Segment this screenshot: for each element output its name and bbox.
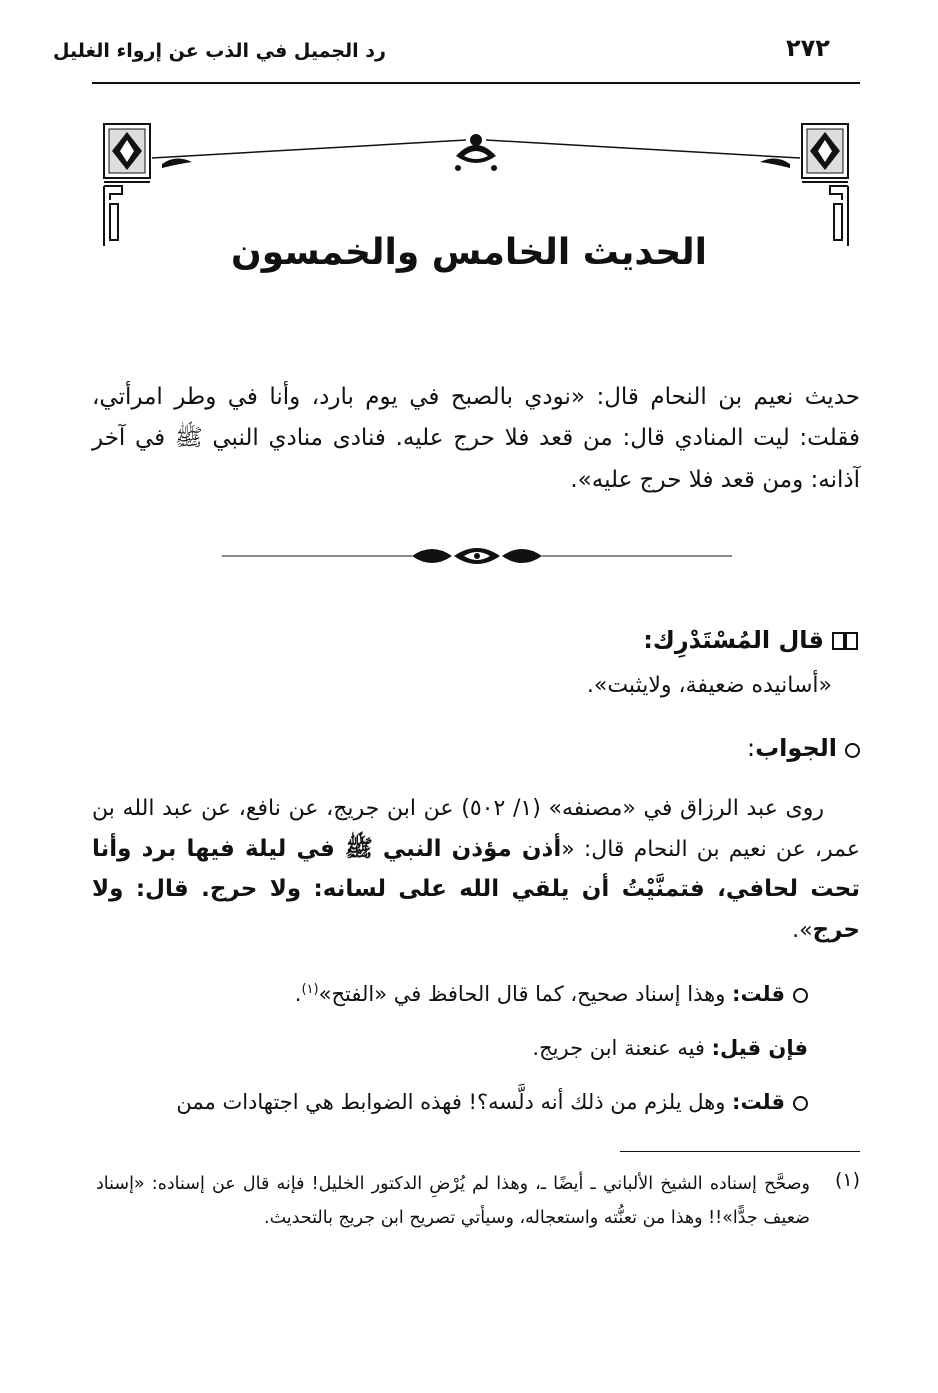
- header-rule: [92, 82, 860, 84]
- note-end: .: [294, 982, 302, 1006]
- answer-heading-label: الجواب: [755, 734, 837, 762]
- answer-paragraph: [92, 790, 860, 950]
- note-label: قلت:: [732, 982, 785, 1006]
- note-text: فيه عنعنة ابن جريج.: [532, 1036, 712, 1060]
- chapter-title: الحديث الخامس والخمسون: [230, 232, 708, 273]
- answer-heading-colon: :: [746, 734, 756, 762]
- answer-text-quote: أذن مؤذن النبي ﷺ في ليلة فيها برد وأنا تحت لحافي، فتمنَّيْتُ أن يلقي الله على لسانه: ولا حرج. قال: ولا حرج: [92, 835, 860, 943]
- corner-ornament-icon: [104, 124, 150, 246]
- note-text: وهذا إسناد صحيح، كما قال الحافظ في «الفتح»: [318, 982, 733, 1006]
- circle-bullet-icon: [845, 743, 860, 758]
- note-objection: [532, 1036, 808, 1060]
- note-qultu-1: [295, 982, 808, 1006]
- footnote-text: وصحَّح إسناده الشيخ الألباني ـ أيضًا ـ، وهذا لم يُرْضِ الدكتور الخليل! فإنه قال عن إسناده: «إسناد ضعيف جدًّا»!! وهذا من تعنُّته واستعجاله، وسيأتي تصريح ابن جريج بالتحديث.: [96, 1174, 810, 1229]
- hadith-text: حديث نعيم بن النحام قال: «نودي بالصبح في يوم بارد، وأنا في وطر امرأتي، فقلت: ليت المنادي قال: من قعد فلا حرج عليه. فنادى منادي النبي ﷺ في آخر آذانه: ومن قعد فلا حرج عليه».: [92, 384, 860, 493]
- note-text: وهل يلزم من ذلك أنه دلَّسه؟! فهذه الضوابط هي اجتهادات ممن: [176, 1090, 733, 1114]
- note-qultu-2: [92, 1090, 808, 1114]
- footnote-ref[interactable]: (١): [301, 982, 319, 997]
- note-label: قلت:: [732, 1090, 785, 1114]
- note-label: فإن قيل:: [711, 1036, 808, 1060]
- book-icon: [832, 631, 858, 651]
- divider-ornament-icon: [222, 540, 732, 572]
- mustadrak-quote: «أسانيده ضعيفة، ولايثبت».: [586, 673, 832, 698]
- circle-bullet-icon: [793, 988, 808, 1003]
- page-number: ٢٧٢: [786, 34, 830, 62]
- corner-ornament-icon: [802, 124, 848, 246]
- mustadrak-heading: [643, 626, 858, 654]
- footnote-number: (١): [834, 1169, 860, 1191]
- mustadrak-heading-label: قال المُسْتَدْرِك:: [643, 626, 824, 654]
- answer-text-end: ».: [792, 917, 813, 943]
- answer-heading: [747, 734, 860, 762]
- footnote-rule: [620, 1151, 860, 1152]
- circle-bullet-icon: [793, 1096, 808, 1111]
- running-title: رد الجميل في الذب عن إرواء الغليل: [53, 40, 386, 62]
- answer-text-start: روى عبد الرزاق في «مصنفه» (١/ ٥٠٢) عن ابن جريج، عن نافع، عن عبد الله بن عمر، عن نعيم بن النحام قال: «: [92, 796, 860, 862]
